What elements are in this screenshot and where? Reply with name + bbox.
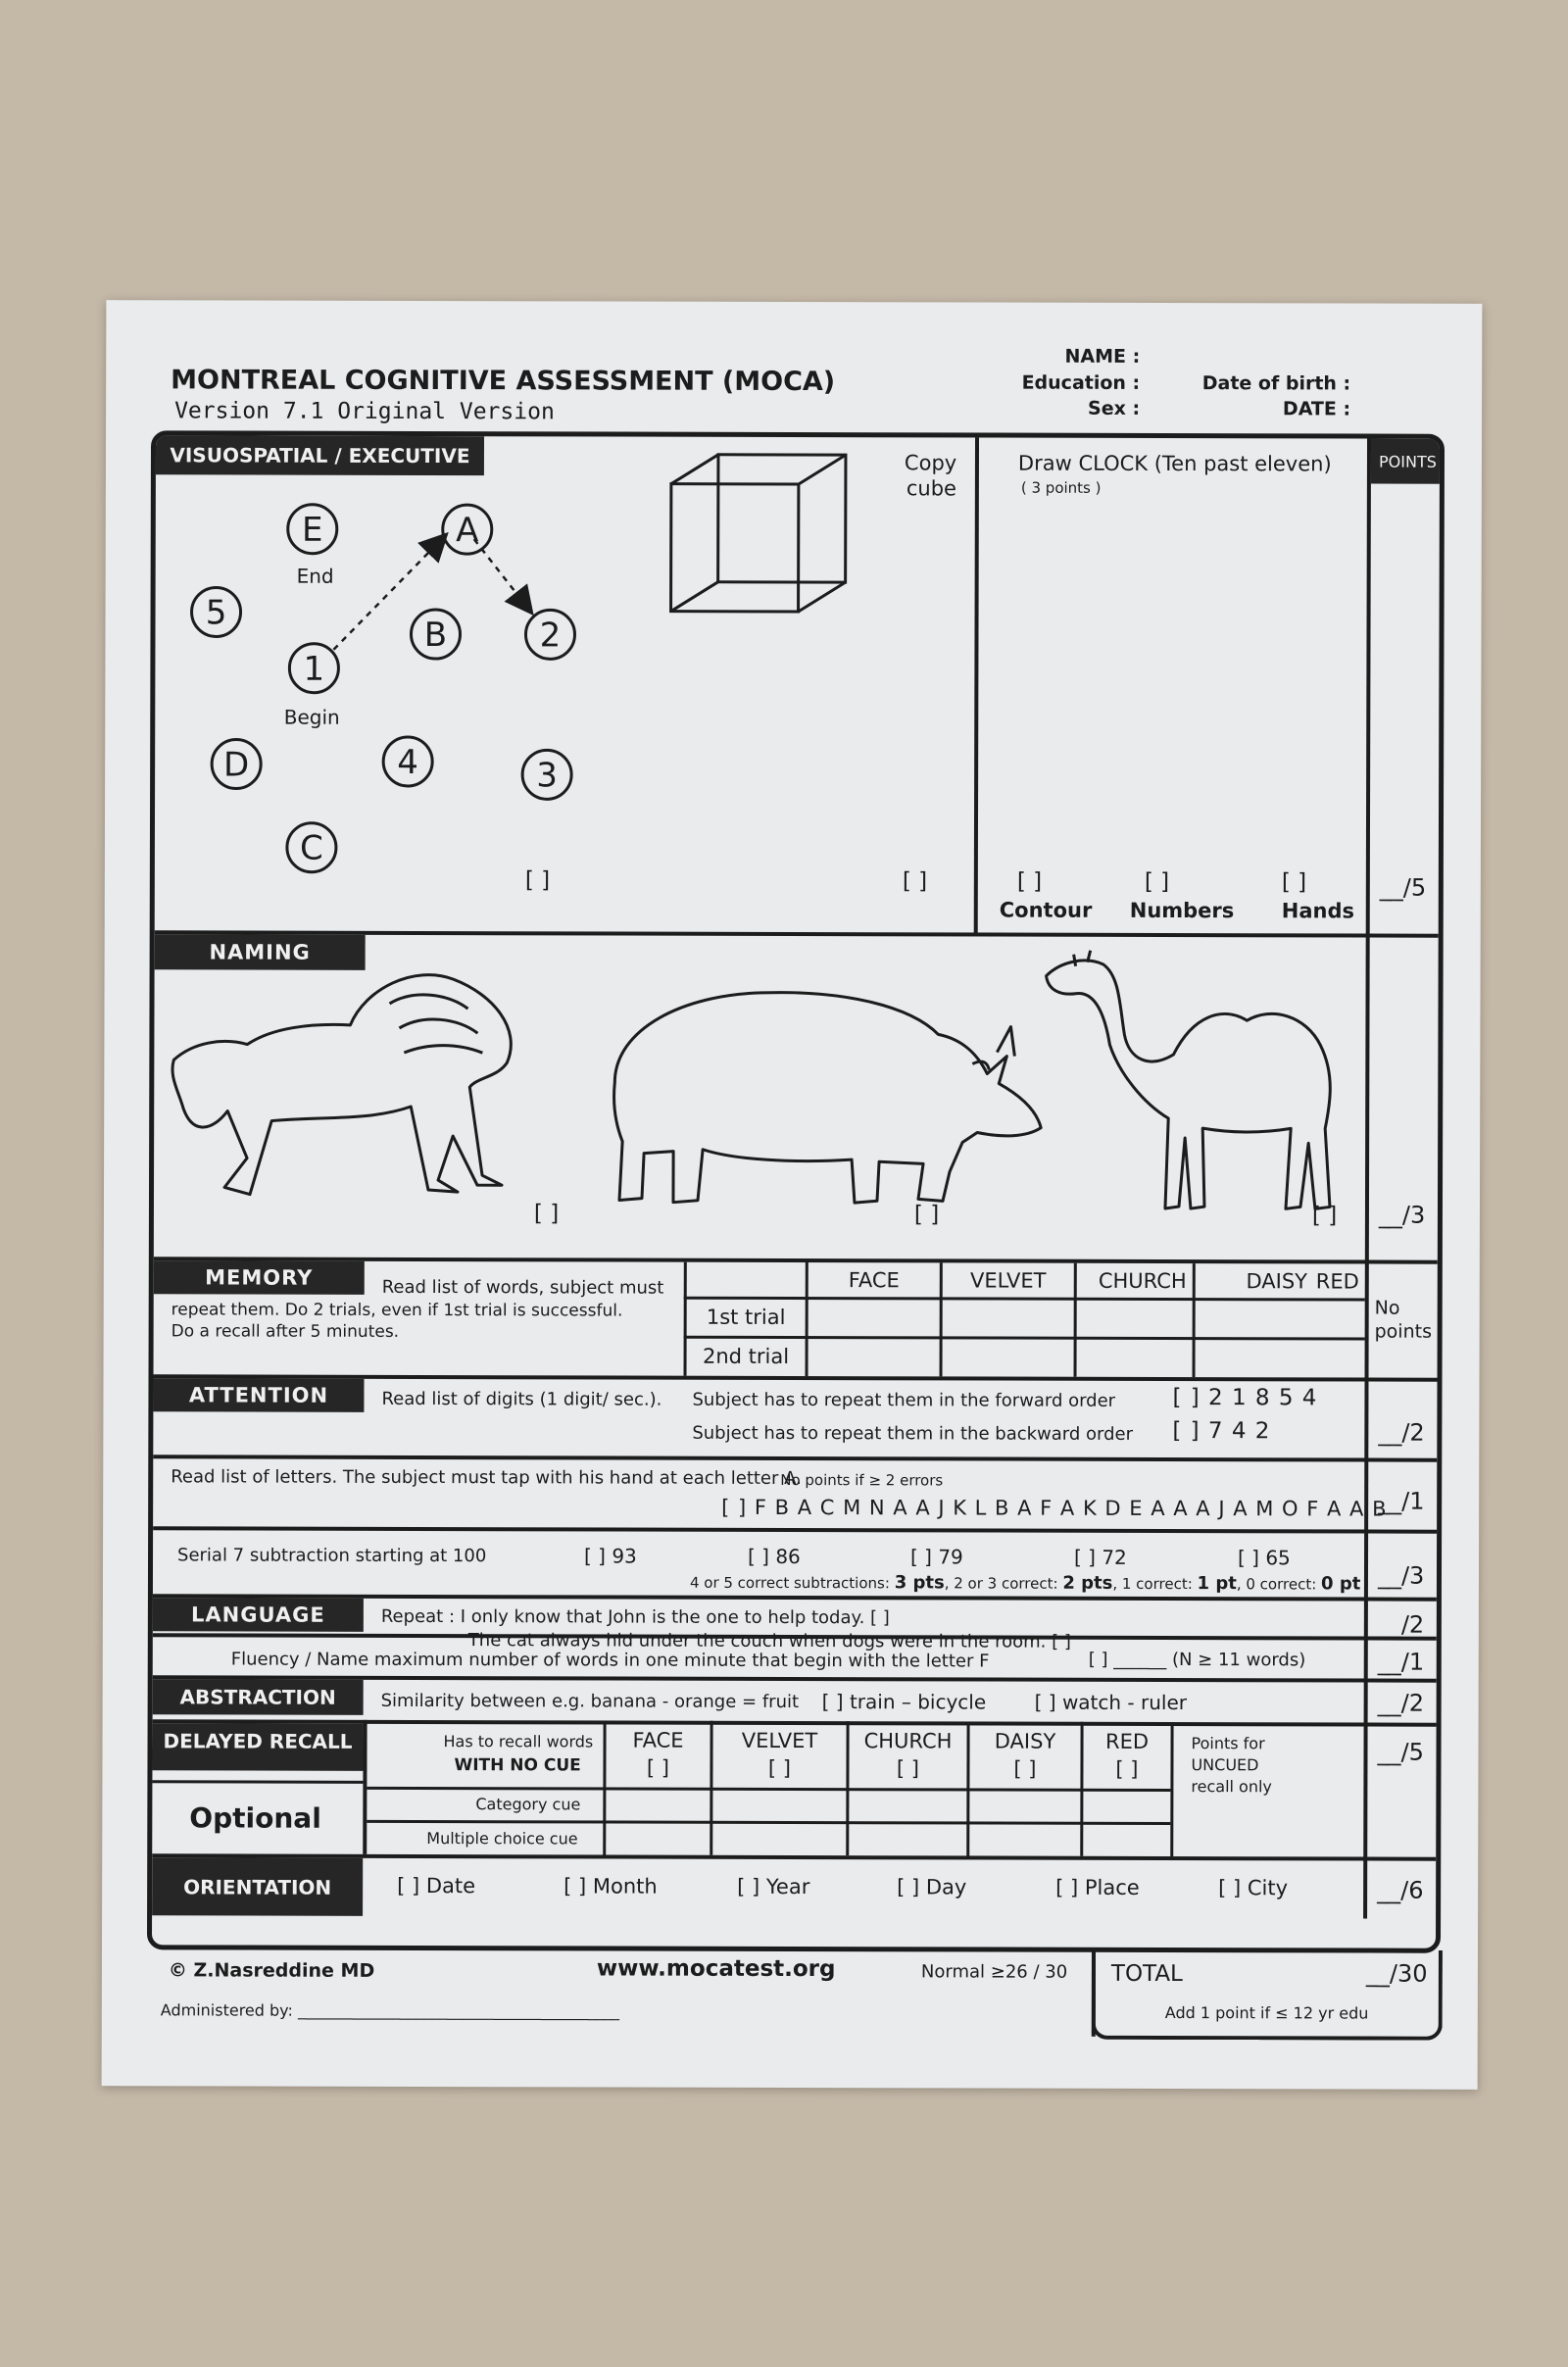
- uncued-note: recall only: [1191, 1777, 1272, 1797]
- copy-label: Copy: [904, 451, 957, 475]
- orientation-place[interactable]: [ ] Place: [1055, 1875, 1140, 1899]
- fluency-instruction: Fluency / Name maximum number of words in one minute that begin with the letter F: [230, 1649, 990, 1672]
- grid-line: [367, 1787, 1170, 1792]
- forward-digits[interactable]: [ ] 2 1 8 5 4: [1172, 1385, 1318, 1411]
- memory-word-daisy: DAISY: [1246, 1269, 1308, 1294]
- divider: [153, 1455, 1437, 1461]
- naming-animals: [154, 934, 1366, 1259]
- website-link[interactable]: www.mocatest.org: [596, 1955, 836, 1983]
- orientation-score[interactable]: __/6: [1377, 1876, 1424, 1904]
- visuospatial-score[interactable]: __/5: [1379, 873, 1427, 902]
- memory-trial-1-label: 1st trial: [706, 1305, 786, 1329]
- abstraction-watch-ruler[interactable]: [ ] watch - ruler: [1034, 1690, 1188, 1715]
- trail-node-label: 5: [205, 593, 227, 633]
- memory-instruction: Do a recall after 5 minutes.: [171, 1321, 400, 1342]
- memory-instruction: Read list of words, subject must: [381, 1276, 664, 1299]
- naming-camel-box[interactable]: [ ]: [1311, 1203, 1338, 1229]
- serial-scoring-note: 4 or 5 correct subtractions: 3 pts, 2 or 3 correct: 2 pts, 1 correct: 1 pt, 0 correct: 0 pt: [689, 1572, 1361, 1595]
- recall-no-cue-label: Has to recall words: [443, 1732, 594, 1751]
- category-cue-label: Category cue: [475, 1795, 581, 1814]
- memory-no-points: No: [1374, 1297, 1400, 1319]
- moca-form-sheet: [102, 300, 1483, 2090]
- serial-value-79[interactable]: [ ] 79: [910, 1545, 963, 1569]
- memory-instruction: repeat them. Do 2 trials, even if 1st trial is successful.: [171, 1300, 623, 1321]
- trail-node-label: 2: [539, 616, 562, 656]
- section-label-visuospatial: VISUOSPATIAL / EXECUTIVE: [156, 435, 484, 475]
- recall-word-daisy: DAISY: [994, 1729, 1056, 1753]
- letters-instruction: Read list of letters. The subject must tap with his hand at each letter A.: [171, 1466, 802, 1490]
- abstraction-instruction: Similarity between e.g. banana - orange = fruit: [380, 1690, 800, 1713]
- forward-instruction: Subject has to repeat them in the forward order: [692, 1389, 1116, 1411]
- recall-velvet-box[interactable]: [ ]: [767, 1755, 792, 1780]
- recall-word-face: FACE: [632, 1728, 684, 1752]
- grid-line: [684, 1336, 1365, 1341]
- section-label-orientation: ORIENTATION: [152, 1857, 363, 1916]
- recall-face-box[interactable]: [ ]: [646, 1755, 670, 1780]
- uncued-note: UNCUED: [1191, 1755, 1259, 1775]
- hands-label: Hands: [1281, 899, 1355, 923]
- backward-instruction: Subject has to repeat them in the backward order: [692, 1422, 1134, 1445]
- total-score[interactable]: __/30: [1365, 1959, 1428, 1988]
- begin-label: Begin: [283, 705, 340, 729]
- orientation-month[interactable]: [ ] Month: [564, 1874, 658, 1899]
- section-label-abstraction: ABSTRACTION: [153, 1679, 364, 1715]
- education-label: Education :: [1021, 371, 1141, 394]
- repeat-sentence-1[interactable]: Repeat : I only know that John is the one to help today. [ ]: [380, 1605, 890, 1629]
- serial-value-65[interactable]: [ ] 65: [1238, 1546, 1291, 1570]
- form-title: MONTREAL COGNITIVE ASSESSMENT (MOCA): [171, 365, 836, 398]
- rhinoceros-icon[interactable]: [613, 992, 1041, 1204]
- hands-score-box[interactable]: [ ]: [1281, 869, 1307, 896]
- form-version: Version 7.1 Original Version: [174, 398, 555, 425]
- trail-node-5[interactable]: [191, 587, 240, 636]
- section-label-attention: ATTENTION: [153, 1378, 364, 1412]
- serial-score[interactable]: __/3: [1377, 1561, 1425, 1590]
- date-label: DATE :: [1282, 398, 1351, 420]
- name-label: NAME :: [1064, 345, 1141, 368]
- trail-node-a[interactable]: [443, 505, 492, 554]
- memory-word-red: RED: [1315, 1269, 1359, 1294]
- normal-score-note: Normal ≥26 / 30: [920, 1961, 1068, 1983]
- memory-trial-2-label: 2nd trial: [702, 1344, 790, 1368]
- section-label-delayed-recall: DELAYED RECALL: [152, 1723, 363, 1771]
- serial-value-72[interactable]: [ ] 72: [1074, 1545, 1127, 1569]
- recall-word-red: RED: [1104, 1729, 1150, 1753]
- memory-word-face: FACE: [848, 1268, 900, 1293]
- recall-no-cue-label: WITH NO CUE: [454, 1755, 581, 1776]
- trail-node-4[interactable]: [383, 737, 432, 786]
- trail-node-label: B: [423, 616, 448, 656]
- letters-sequence[interactable]: [ ] F B A C M N A A J K L B A F A K D E A A A J A M O F A A B: [721, 1495, 1388, 1521]
- sex-label: Sex :: [1088, 397, 1141, 419]
- multiple-choice-cue-label: Multiple choice cue: [426, 1829, 578, 1849]
- trail-score-box[interactable]: [ ]: [524, 867, 551, 894]
- total-label: TOTAL: [1110, 1960, 1183, 1988]
- section-label-language: LANGUAGE: [153, 1598, 364, 1632]
- trail-node-label: D: [222, 745, 250, 785]
- contour-label: Contour: [999, 898, 1093, 922]
- serial-instruction: Serial 7 subtraction starting at 100: [177, 1545, 487, 1567]
- recall-daisy-box[interactable]: [ ]: [1013, 1756, 1037, 1781]
- memory-word-velvet: VELVET: [969, 1268, 1047, 1293]
- grid-line: [1170, 1722, 1173, 1856]
- serial-value-93[interactable]: [ ] 93: [584, 1544, 637, 1568]
- points-header: POINTS: [1371, 439, 1445, 484]
- uncued-note: Points for: [1191, 1734, 1265, 1753]
- cube-score-box[interactable]: [ ]: [902, 868, 928, 895]
- section-label-memory: MEMORY: [154, 1260, 365, 1295]
- clock-subtitle: ( 3 points ): [1020, 478, 1102, 497]
- lion-icon[interactable]: [172, 974, 512, 1195]
- trail-node-d[interactable]: [212, 739, 261, 788]
- trail-node-b[interactable]: [411, 610, 460, 659]
- education-note: Add 1 point if ≤ 12 yr edu: [1164, 2002, 1369, 2023]
- naming-score[interactable]: __/3: [1378, 1201, 1426, 1229]
- date-of-birth-label: Date of birth :: [1201, 372, 1351, 395]
- trail-node-label: E: [301, 510, 323, 550]
- grid-line: [684, 1297, 1365, 1302]
- naming-rhino-box[interactable]: [ ]: [913, 1202, 940, 1228]
- letters-score[interactable]: __/1: [1378, 1487, 1425, 1515]
- letters-note: No points if ≥ 2 errors: [780, 1470, 944, 1490]
- recall-word-church: CHURCH: [863, 1729, 953, 1753]
- trail-node-label: 4: [397, 742, 419, 783]
- trail-node-label: 1: [303, 649, 325, 689]
- fluency-score[interactable]: __/1: [1377, 1648, 1425, 1676]
- trail-node-label: A: [456, 511, 479, 551]
- numbers-score-box[interactable]: [ ]: [1144, 868, 1170, 896]
- abstraction-score[interactable]: __/2: [1377, 1689, 1425, 1717]
- section-label-naming: NAMING: [155, 934, 366, 970]
- contour-score-box[interactable]: [ ]: [1016, 868, 1043, 895]
- trail-node-3[interactable]: [522, 750, 571, 799]
- recall-word-velvet: VELVET: [741, 1728, 818, 1753]
- backward-digits[interactable]: [ ] 7 4 2: [1172, 1418, 1271, 1445]
- naming-lion-box[interactable]: [ ]: [533, 1201, 560, 1227]
- repeat-sentence-2[interactable]: The cat always hid under the couch when dogs were in the room. [ ]: [467, 1630, 1071, 1652]
- total-box-divider: [1092, 1952, 1096, 2037]
- orientation-date[interactable]: [ ] Date: [397, 1873, 476, 1899]
- abstraction-train-bicycle[interactable]: [ ] train – bicycle: [821, 1690, 987, 1714]
- orientation-year[interactable]: [ ] Year: [737, 1874, 810, 1899]
- trail-node-c[interactable]: [287, 823, 336, 872]
- serial-value-86[interactable]: [ ] 86: [748, 1544, 801, 1569]
- fluency-box[interactable]: [ ] ______ (N ≥ 11 words): [1088, 1649, 1306, 1671]
- trail-node-label: C: [299, 828, 323, 868]
- trail-making-diagram[interactable]: [155, 435, 975, 932]
- memory-no-points: points: [1374, 1320, 1433, 1343]
- trail-node-2[interactable]: [525, 610, 574, 659]
- grid-line: [152, 1780, 363, 1784]
- clock-title: Draw CLOCK (Ten past eleven): [1017, 451, 1332, 476]
- grid-line: [367, 1820, 1170, 1825]
- clock-drawing-area[interactable]: [996, 507, 1351, 861]
- recall-red-box[interactable]: [ ]: [1115, 1756, 1139, 1781]
- digits-score[interactable]: __/2: [1378, 1418, 1425, 1447]
- orientation-day[interactable]: [ ] Day: [897, 1875, 967, 1899]
- cube-icon: [671, 455, 846, 612]
- end-label: End: [296, 564, 334, 588]
- numbers-label: Numbers: [1129, 898, 1235, 923]
- assessment-frame: [147, 430, 1445, 1952]
- recall-church-box[interactable]: [ ]: [896, 1756, 920, 1781]
- author-credit: © Z.Nasreddine MD: [168, 1959, 375, 1982]
- administered-by[interactable]: Administered by: _________________________________________: [160, 2000, 619, 2021]
- repeat-score[interactable]: __/2: [1377, 1610, 1425, 1639]
- camel-icon[interactable]: [1046, 951, 1331, 1209]
- trail-node-e[interactable]: [288, 505, 337, 554]
- digits-instruction: Read list of digits (1 digit/ sec.).: [381, 1388, 662, 1410]
- cube-label: cube: [906, 476, 957, 501]
- trail-node-label: 3: [536, 756, 558, 796]
- orientation-city[interactable]: [ ] City: [1218, 1876, 1289, 1900]
- delayed-recall-score[interactable]: __/5: [1377, 1738, 1424, 1766]
- optional-label: Optional: [189, 1801, 321, 1835]
- trail-node-1[interactable]: [289, 644, 338, 693]
- memory-word-church: CHURCH: [1098, 1268, 1187, 1294]
- divider: [153, 1526, 1437, 1533]
